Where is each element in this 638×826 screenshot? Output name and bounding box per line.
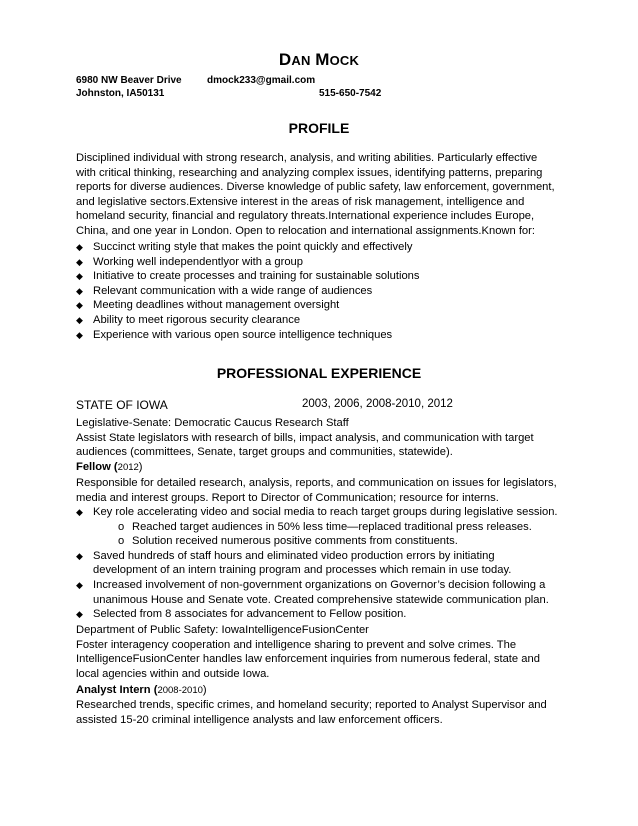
diamond-bullet-icon: ◆ (76, 550, 83, 561)
role-paren-close: ) (202, 684, 207, 696)
role-paren-open: ( (150, 684, 158, 696)
experience-heading: PROFESSIONAL EXPERIENCE (216, 365, 422, 381)
profile-line: China, and one year in London. Open to relocation and international assignments.Known for: (76, 224, 535, 237)
list-item-text: Relevant communication with a wide range of audiences (93, 284, 373, 297)
employer-name: STATE OF IOWA (76, 398, 168, 412)
profile-bullets (76, 240, 420, 342)
list-item-text: Saved hundreds of staff hours and eliminated video production errors by initiating (93, 549, 495, 562)
profile-line: and legislative sectors.Extensive interest in the areas of risk management, intelligence and (76, 195, 525, 208)
list-item (76, 549, 558, 564)
list-item-text: Succinct writing style that makes the point quickly and effectively (93, 241, 413, 253)
diamond-bullet-icon: ◆ (76, 271, 83, 282)
dps-line: IntelligenceFusionCenter handles law enforcement inquiries from numerous federal, state and (76, 653, 540, 666)
list-item-continuation: unanimous House and Senate vote. Created comprehensive statewide communication plan. (93, 593, 549, 606)
list-item (76, 298, 420, 313)
diamond-bullet-icon: ◆ (76, 329, 83, 340)
fellow-line: media and interest groups. Report to Director of Communication; resource for interns. (76, 491, 499, 504)
address-line1: 6980 NW Beaver Drive (76, 75, 182, 86)
fellow-line: Responsible for detailed research, analysis, reports, and communication on issues for legislators, (76, 477, 557, 489)
list-item (76, 578, 558, 593)
list-item-text: Selected from 8 associates for advancement to Fellow position. (93, 608, 407, 621)
role-title: Analyst Intern (76, 684, 151, 696)
dps-section (76, 623, 576, 681)
list-item-text: Increased involvement of non-government organizations on Governor’s decision following a (93, 578, 546, 591)
profile-line: Disciplined individual with strong research, analysis, and writing abilities. Particularly effective (76, 152, 538, 164)
sub-list-item-text: Solution received numerous positive comments from constituents. (132, 535, 458, 548)
diamond-bullet-icon: ◆ (76, 507, 83, 517)
legislative-line: audiences (committees, Senate, target groups and communities, statewide). (76, 446, 453, 459)
list-item-text: Ability to meet rigorous security clearance (93, 313, 301, 326)
list-item-text: Initiative to create processes and training for sustainable solutions (93, 270, 420, 283)
profile-summary (76, 151, 576, 239)
list-item (76, 505, 558, 520)
list-item (76, 284, 420, 299)
role-title: Fellow (76, 461, 111, 473)
profile-line: with critical thinking, researching and analyzing complex issues, identifying patterns, preparing (76, 166, 543, 179)
role-paren-close: ) (138, 461, 143, 473)
fellow-role (76, 461, 143, 473)
dps-line: Department of Public Safety: IowaIntelligenceFusionCenter (76, 624, 369, 636)
list-item (76, 255, 420, 270)
list-item-text: Meeting deadlines without management oversight (93, 299, 340, 312)
circle-bullet-icon: o (118, 520, 125, 533)
role-years: 2008-2010 (157, 685, 203, 696)
legislative-line: Assist State legislators with research of bills, impact analysis, and communication with target (76, 431, 534, 444)
diamond-bullet-icon: ◆ (76, 609, 83, 620)
candidate-name (0, 50, 638, 70)
analyst-line: assisted 15-20 criminal intelligence analysts and law enforcement officers. (76, 713, 443, 726)
name-first-rest: AN (291, 53, 311, 68)
dps-line: local agencies within and outside Iowa. (76, 667, 270, 680)
diamond-bullet-icon: ◆ (76, 314, 83, 325)
profile-heading: PROFILE (288, 120, 350, 136)
phone: 515-650-7542 (319, 88, 382, 99)
diamond-bullet-icon: ◆ (76, 256, 83, 267)
sub-list-item (76, 520, 558, 535)
sub-list-item-text: Reached target audiences in 50% less time—replaced traditional press releases. (132, 520, 532, 533)
list-item (76, 328, 420, 343)
legislative-section (76, 416, 576, 460)
legislative-line: Legislative-Senate: Democratic Caucus Research Staff (76, 417, 349, 429)
diamond-bullet-icon: ◆ (76, 579, 83, 590)
diamond-bullet-icon: ◆ (76, 300, 83, 311)
circle-bullet-icon: o (118, 535, 125, 548)
list-item-text: Working well independentlyor with a group (93, 255, 303, 268)
address-line2: Johnston, IA50131 (76, 88, 165, 99)
analyst-role (76, 684, 207, 696)
fellow-description (76, 476, 576, 505)
analyst-line: Researched trends, specific crimes, and homeland security; reported to Analyst Supervisor and (76, 699, 547, 711)
profile-line: reports for diverse audiences. Diverse knowledge of public safety, law enforcement, government, (76, 181, 555, 194)
analyst-description (76, 698, 576, 727)
name-first-initial: D (278, 50, 292, 69)
diamond-bullet-icon: ◆ (76, 242, 83, 252)
list-item (76, 269, 420, 284)
list-item (76, 607, 558, 622)
name-last-rest: OCK (329, 53, 360, 68)
list-item-text: Key role accelerating video and social media to reach target groups during legislative session. (93, 506, 558, 518)
role-years: 2012 (117, 462, 139, 473)
list-item (76, 240, 420, 255)
employer-years: 2003, 2006, 2008-2010, 2012 (302, 398, 453, 410)
name-last-initial: M (315, 50, 330, 69)
list-item-text: Experience with various open source intelligence techniques (93, 328, 393, 341)
fellow-bullets (76, 505, 558, 622)
list-item (76, 313, 420, 328)
role-paren-open: ( (110, 461, 118, 473)
email: dmock233@gmail.com (207, 75, 316, 86)
diamond-bullet-icon: ◆ (76, 285, 83, 296)
sub-list-item (76, 534, 558, 549)
profile-line: homeland security, financial and regulatory threats.International experience includes Europe, (76, 210, 535, 223)
list-item-continuation: development of an intern training program and processes which remain in use today. (93, 564, 512, 577)
dps-line: Foster interagency cooperation and intelligence sharing to prevent and solve crimes. The (76, 638, 517, 651)
